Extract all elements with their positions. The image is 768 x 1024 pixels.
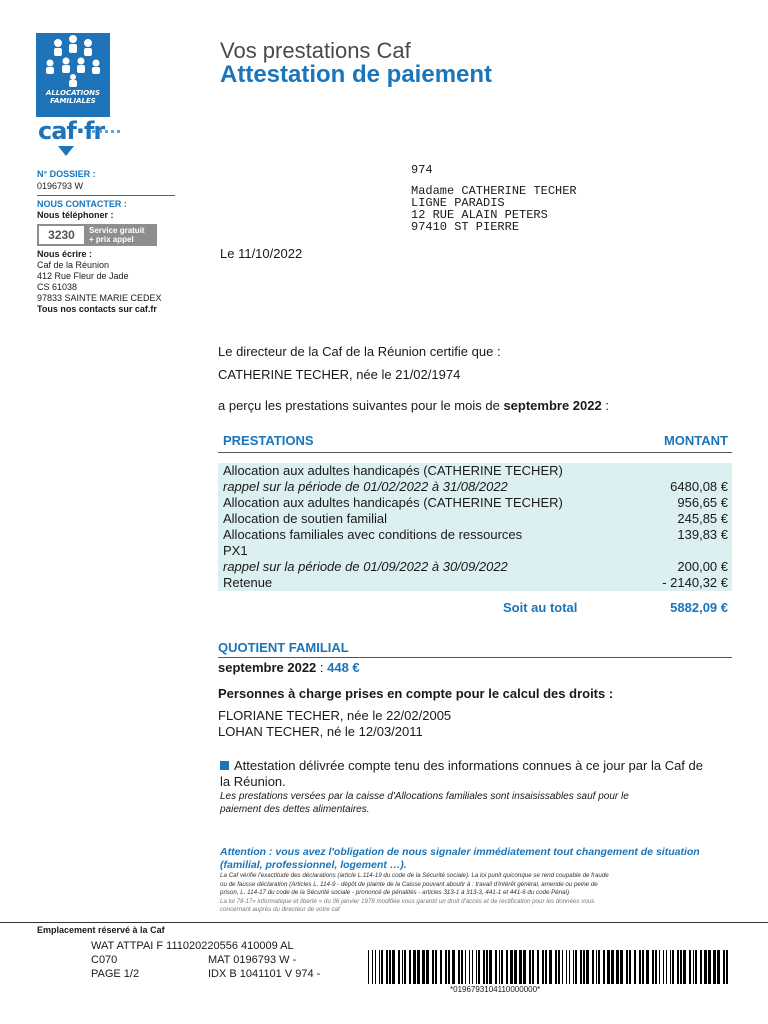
dossier-value: 0196793 W [37, 181, 84, 191]
footer-c070: C070 [91, 954, 118, 966]
row-label: Allocation de soutien familial [223, 511, 388, 526]
table-row [218, 575, 732, 591]
row-label: PX1 [223, 543, 248, 558]
prestations-header [218, 431, 732, 453]
row-amount: - 2140,32 € [662, 575, 728, 590]
beneficiary: CATHERINE TECHER, née le 21/02/1974 [218, 367, 461, 382]
legal-line: concernant auprès du directeur de votre caf [220, 906, 340, 913]
notice-italic-1: Les prestations versées par la caisse d'Allocations familiales sont insaisissables sauf pour le [220, 791, 629, 802]
table-row [218, 479, 732, 495]
notice-main-2: la Réunion. [220, 774, 286, 789]
contact-label: NOUS CONTACTER : [37, 199, 127, 209]
phone-label: Nous téléphoner : [37, 210, 114, 220]
document-title: Attestation de paiement [220, 61, 493, 88]
notice-main-1: Attestation délivrée compte tenu des informations connues à ce jour par la Caf de [234, 758, 703, 773]
row-amount: 139,83 € [677, 527, 728, 542]
col-montant: MONTANT [663, 433, 728, 448]
total-row [218, 600, 732, 618]
footer-mat: MAT 0196793 W - [208, 954, 297, 966]
received-month: septembre 2022 [503, 398, 602, 413]
phone-note-line2: + prix appel [89, 235, 134, 244]
write-line: Caf de la Réunion [37, 260, 110, 270]
barcode-text: *0196793104110000000* [450, 985, 541, 994]
received-prefix: a perçu les prestations suivantes pour le mois de [218, 398, 504, 413]
prestations-table [218, 463, 732, 591]
footer-divider [0, 922, 768, 923]
footer-page: PAGE 1/2 [91, 968, 140, 980]
row-label: rappel sur la période de 01/09/2022 à 30/09/2022 [223, 559, 508, 574]
write-line: CS 61038 [37, 282, 78, 292]
bullet-square-icon [220, 761, 229, 770]
recipient-code: 974 [411, 163, 433, 177]
write-label: Nous écrire : [37, 249, 93, 259]
phone-badge[interactable] [37, 224, 157, 246]
write-line: 412 Rue Fleur de Jade [37, 271, 129, 281]
phone-note [89, 226, 145, 244]
persons-title: Personnes à charge prises en compte pour le calcul des droits : [218, 686, 614, 701]
certify-statement: Le directeur de la Caf de la Réunion certifie que : [218, 344, 501, 359]
row-label: Allocation aux adultes handicapés (CATHERINE TECHER) [223, 495, 563, 510]
contacts-link[interactable]: Tous nos contacts sur caf.fr [37, 304, 157, 314]
row-label: Allocations familiales avec conditions de ressources [223, 527, 523, 542]
brand-dots [92, 130, 120, 133]
quotient-line [218, 660, 360, 675]
caf-logo [36, 33, 110, 117]
logo-org-line2: FAMILIALES [50, 97, 96, 105]
recipient-line: Madame CATHERINE TECHER [411, 184, 577, 198]
quotient-title: QUOTIENT FAMILIAL [218, 640, 732, 658]
received-statement [218, 398, 609, 413]
document-date: Le 11/10/2022 [220, 246, 303, 261]
recipient-line: 97410 ST PIERRE [411, 220, 520, 234]
family-figures-icon [36, 33, 110, 89]
person-item: LOHAN TECHER, né le 12/03/2011 [218, 724, 423, 739]
row-label: Allocation aux adultes handicapés (CATHERINE TECHER) [223, 463, 563, 478]
reserved-label: Emplacement réservé à la Caf [37, 925, 165, 935]
footer-line1: WAT ATTPAI F 111020220556 410009 AL [91, 940, 294, 952]
write-line: 97833 SAINTE MARIE CEDEX [37, 293, 162, 303]
table-row [218, 495, 732, 511]
row-amount: 956,65 € [677, 495, 728, 510]
quotient-value: 448 € [327, 660, 360, 675]
barcode-icon [368, 950, 730, 986]
warning-line1: Attention : vous avez l'obligation de nous signaler immédiatement tout changement de situation [220, 846, 700, 858]
row-amount: 200,00 € [677, 559, 728, 574]
quotient-sep: : [316, 660, 328, 675]
logo-org-line1: ALLOCATIONS [45, 89, 101, 97]
table-row [218, 527, 732, 543]
total-label: Soit au total [503, 600, 578, 615]
legal-line: prison, L. 114-17 du code de la Sécurité sociale - prononcé de pénalités - articles 313-1 à 313-3, 441-1 et 441-6 du code Pénal). [220, 889, 571, 896]
row-label: Retenue [223, 575, 273, 590]
legal-line: ou de fausse déclaration (Articles L. 114-9 - dépôt de plainte de la Caisse pouvant aboutir à : travail d'intérêt général, amende ou peine de [220, 880, 598, 888]
notice-italic-2: paiement des dettes alimentaires. [220, 804, 370, 815]
legal-line: La Caf vérifie l'exactitude des déclarations (article L.114-19 du code de la Sécurité sociale). La loi punit quiconque se rend coupable de fraude [220, 872, 609, 879]
footer-idx: IDX B 1041101 V 974 - [208, 968, 321, 980]
table-row [218, 559, 732, 575]
person-item: FLORIANE TECHER, née le 22/02/2005 [218, 708, 452, 723]
table-row [218, 511, 732, 527]
recipient-line: 12 RUE ALAIN PETERS [411, 208, 548, 222]
row-amount: 245,85 € [677, 511, 728, 526]
recipient-line: LIGNE PARADIS [411, 196, 505, 210]
quotient-month: septembre 2022 [218, 660, 317, 675]
dossier-label: N° DOSSIER : [37, 169, 96, 179]
row-amount: 6480,08 € [670, 479, 728, 494]
caf-fr-brand: caf·fr [38, 117, 105, 145]
total-amount: 5882,09 € [670, 600, 728, 615]
phone-note-line1: Service gratuit [89, 226, 145, 235]
legal-line: La loi 78-17« informatique et liberté » du 06 janvier 1978 modifiée vous garantit un droit d'accès et de rectification pour les données vous [220, 897, 595, 905]
sidebar-divider [37, 195, 175, 196]
col-prestations: PRESTATIONS [223, 433, 314, 448]
document-supertitle: Vos prestations Caf [220, 38, 411, 63]
warning-line2: (familial, professionnel, logement …). [220, 859, 407, 871]
legal-notice [220, 872, 732, 915]
table-row [218, 463, 732, 479]
phone-number: 3230 [39, 226, 84, 244]
brand-pointer-icon [58, 146, 74, 156]
received-suffix: : [601, 398, 609, 413]
table-row [218, 543, 732, 559]
row-label: rappel sur la période de 01/02/2022 à 31/08/2022 [223, 479, 508, 494]
